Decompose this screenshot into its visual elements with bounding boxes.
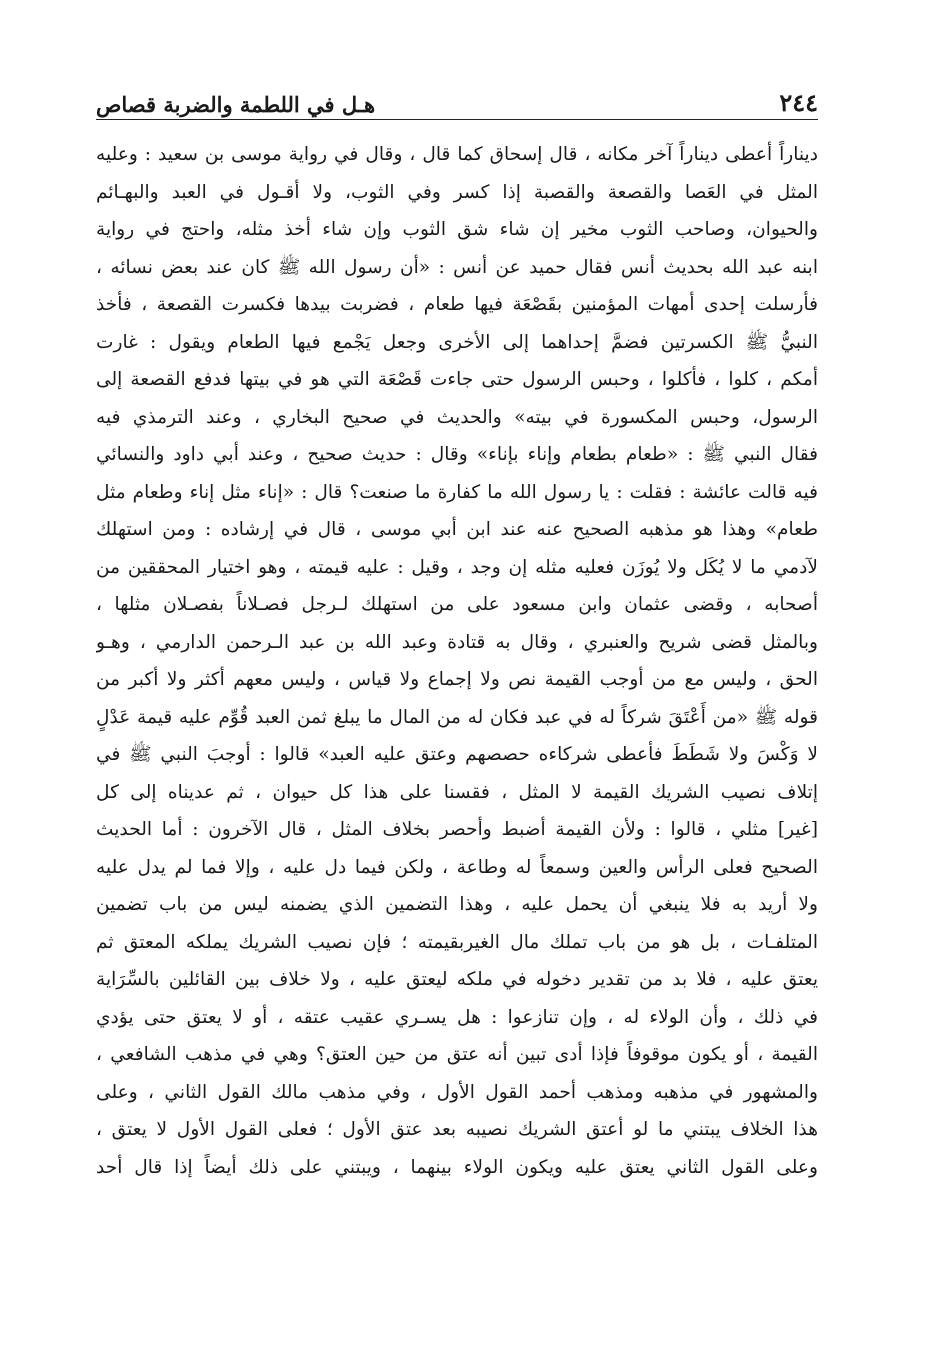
text-line: وعلى القول الثاني يعتق عليه ويكون الولاء بينهما ، ويبتني على ذلك أيضاً إذا قال أحد [96,1156,818,1178]
text-line: ديناراً أعطى ديناراً آخر مكانه ، قال إسحاق كما قال ، وقال في رواية موسى بن سعيد : وعليه [96,144,818,165]
text-line: أصحابه ، وقضى عثمان وابن مسعود على من استهلك لـرجل فصـلاناً بفصـلان مثلها ، [96,594,818,615]
text-line: إتلاف نصيب الشريك القيمة لا المثل ، فقسنا على هذا كل حيوان ، ثم عديناه إلى كل [96,781,818,803]
text-line: ابنه عبد الله بحديث أنس فقال حميد عن أنس : «أن رسول الله ﷺ كان عند بعض نسائه ، [96,256,818,278]
text-line: ولا أريد به فلا ينبغي أن يحمل عليه ، وهذا التضمين الذي يضمنه ليس من باب تضمين [96,894,818,915]
text-line: فأرسلت إحدى أمهات المؤمنين بقَصْعَة فيها طعام ، فضربت بيدها فكسرت القصعة ، فأخذ [96,294,818,315]
text-line: فقال النبي ﷺ : «طعام بطعام وإناء بإناء» وقال : حديث صحيح ، وعند أبي داود والنسائي [96,444,818,465]
text-line: لآدمي ما لا يُكَل ولا يُوزَن فعليه مثله إن وجد ، وقيل : عليه قيمته ، وهو اختيار المحققين من [96,556,818,578]
text-line: الصحيح فعلى الرأس والعين وسمعاً له وطاعة ، ولكن فيما دل عليه ، وإلا فما لم يدل عليه [96,856,818,878]
chapter-title: هـل في اللطمة والضربة قصاص [96,92,376,117]
text-line: النبيُّ ﷺ الكسرتين فضمَّ إحداهما إلى الأخرى وجعل يَجْمع فيها الطعام ويقول : غارت [96,331,818,353]
page-number: ٢٤٤ [779,88,818,117]
text-line: المتلفـات ، بل هو من باب تملك مال الغيربقيمته ؛ فإن نصيب الشريك يملكه المعتق ثم [96,931,818,953]
book-page [96,86,818,1286]
text-line: يعتق عليه ، فلا بد من تقدير دخوله في ملكه ليعتق عليه ، ولا خلاف بين القائلين بالسِّرَاية [96,969,818,990]
text-line: قوله ﷺ «من أَعْتَقَ شركاً له في عبد فكان له من المال ما يبلغ ثمن العبد قُوِّم عليه قيمة عَدْلٍ [96,706,818,728]
text-line: طعام» وهذا هو مذهبه الصحيح عنه عند ابن أبي موسى ، قال في إرشاده : ومن استهلك [96,519,818,540]
text-line: المثل في العَصا والقصعة والقصبة إذا كسر وفي الثوب، ولا أقـول في العبد والبهـائم [96,181,818,203]
text-line: في ذلك ، وأن الولاء له ، وإن تنازعوا : هل يسـري عقيب عتقه ، أو لا يعتق حتى يؤدي [96,1006,818,1028]
text-line: لا وَكْسَ ولا شَطَطَ فأعطى شركاءه حصصهم وعتق عليه العبد» قالوا : أوجبَ النبي ﷺ في [96,744,818,765]
text-line: هذا الخلاف يبتني ما لو أعتق الشريك نصيبه بعد عتق الأول ؛ فعلى القول الأول لا يعتق ، [96,1119,818,1140]
text-line: أمكم ، كلوا ، فأكلوا ، وحبس الرسول حتى جاءت قَصْعَة التي هو في بيتها فدفع القصعة إلى [96,369,818,390]
text-line: والمشهور في مذهبه ومذهب أحمد القول الأول ، وفي مذهب مالك القول الثاني ، وعلى [96,1081,818,1103]
text-line: الرسول، وحبس المكسورة في بيته» والحديث في صحيح البخاري ، وعند الترمذي فيه [96,406,818,428]
text-line: والحيوان، وصاحب الثوب مخير إن شاء شق الثوب وإن شاء أخذ مثله، واحتج في رواية [96,219,818,240]
text-line: القيمة ، أو يكون موقوفاً فإذا أدى تبين أنه عتق من حين العتق؟ وهي في مذهب الشافعي ، [96,1044,818,1065]
running-header [96,86,818,120]
text-line: [غير] مثلي ، قالوا : ولأن القيمة أضبط وأحصر بخلاف المثل ، قال الآخرون : أما الحديث [96,819,818,840]
text-line: فيه قالت عائشة : فقلت : يا رسول الله ما كفارة ما صنعت؟ قال : «إناء مثل إناء وطعام مثل [96,481,818,503]
body-text [96,136,818,1186]
text-line: الحق ، وليس مع من أوجب القيمة نص ولا إجماع ولا قياس ، وليس معهم أكثر ولا أكبر من [96,669,818,690]
text-line: وبالمثل قضى شريح والعنبري ، وقال به قتادة وعبد الله بن عبد الـرحمن الدارمي ، وهـو [96,631,818,653]
